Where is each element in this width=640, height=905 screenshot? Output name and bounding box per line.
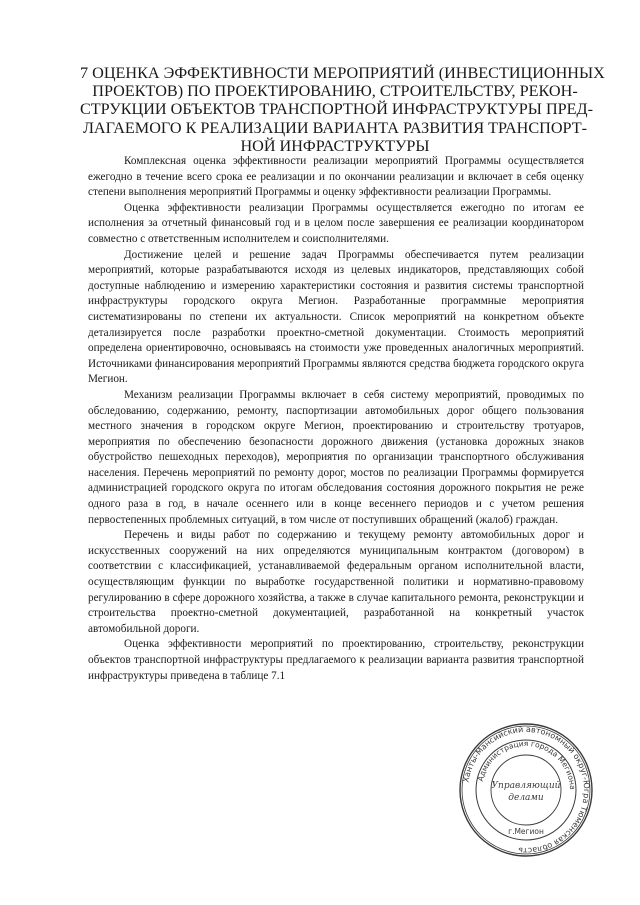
- stamp-center-line-2: делами: [508, 793, 544, 803]
- title-line-4: ЛАГАЕМОГО К РЕАЛИЗАЦИИ ВАРИАНТА РАЗВИТИЯ ТРАНСПОРТ-: [82, 118, 588, 137]
- section-title: [80, 64, 605, 155]
- stamp-inner-text: Администрация города Мегиона: [475, 738, 578, 790]
- stamp-center-line-1: Управляющий: [491, 781, 561, 791]
- paragraph-3: Достижение целей и решение задач Программы обеспечивается путем реализации мероприятий, которые разрабатываются исходя из целевых индикаторов, представляющих собой доступные наблюдению и измерению характеристики состояния и развития системы транспортной инфраструктуры городского округа Мегион. Разработанные программные мероприятия систематизированы по степени их актуальности. Список мероприятий на конкретном объекте детализируется после разработки проектно-сметной документации. Стоимость мероприятий определена ориентировочно, основываясь на стоимости уже проведенных аналогичных мероприятий. Источниками финансирования мероприятий Программы являются средства бюджета городского округа Мегион.: [88, 248, 584, 386]
- title-line-5: НОЙ ИНФРАСТРУКТУРЫ: [240, 136, 430, 155]
- stamp-outer-text: Ханты-Мансийский автономный округ-Югра Тюменская область: [461, 724, 592, 856]
- paragraph-5: Перечень и виды работ по содержанию и текущему ремонту автомобильных дорог и искусственных сооружений на них определяются муниципальным контрактом (договором) в соответствии с классификацией, устанавливаемой федеральным органом исполнительной власти, осуществляющим функции по выработке государственной политики и нормативно-правовому регулированию в сфере дорожного хозяйства, а также в случае капитального ремонта, реконструкции и строительства проектно-сметной документацией, разработанной на конкретный участок автомобильной дороги.: [88, 529, 584, 635]
- title-line-3: СТРУКЦИИ ОБЪЕКТОВ ТРАНСПОРТНОЙ ИНФРАСТРУКТУРЫ ПРЕД-: [80, 100, 593, 119]
- official-stamp: [458, 722, 594, 858]
- paragraph-1: Комплексная оценка эффективности реализации мероприятий Программы осуществляется ежегодно в течение всего срока ее реализации и по окончании реализации и включает в себя оценку степени выполнения мероприятий Программы и оценку эффективности реализации Программы.: [88, 155, 584, 199]
- paragraph-6: Оценка эффективности мероприятий по проектированию, строительству, реконструкции объектов транспортной инфраструктуры предлагаемого к реализации варианта развития транспортной инфраструктуры приведена в таблице 7.1: [88, 638, 584, 682]
- body-text: [88, 154, 584, 684]
- stamp-city: г.Мегион: [508, 827, 544, 836]
- paragraph-4: Механизм реализации Программы включает в себя систему мероприятий, проводимых по обследованию, содержанию, ремонту, паспортизации автомобильных дорог общего пользования местного значения в городском округе Мегион, проектированию и строительству тротуаров, мероприятия по обеспечению безопасности дорожного движения (установка дорожных знаков обустройство пешеходных переходов), мероприятия по организации транспортного обслуживания населения. Перечень мероприятий по ремонту дорог, мостов по реализации Программы формируется администрацией городского округа по итогам обследования состояния дорожного покрытия не реже одного раза в год, в начале осеннего или в конце весеннего периодов и с учетом решения первостепенных проблемных ситуаций, в том числе от поступивших обращений (жалоб) граждан.: [88, 388, 584, 526]
- title-line-1: 7 ОЦЕНКА ЭФФЕКТИВНОСТИ МЕРОПРИЯТИЙ (ИНВЕСТИЦИОННЫХ: [80, 64, 605, 82]
- paragraph-2: Оценка эффективности реализации Программы осуществляется ежегодно по итогам ее исполнения за отчетный финансовый год и в целом после завершения ее реализации координатором совместно с ответственным исполнителем и соисполнителями.: [88, 201, 584, 245]
- title-line-2: ПРОЕКТОВ) ПО ПРОЕКТИРОВАНИЮ, СТРОИТЕЛЬСТВУ, РЕКОН-: [92, 82, 578, 101]
